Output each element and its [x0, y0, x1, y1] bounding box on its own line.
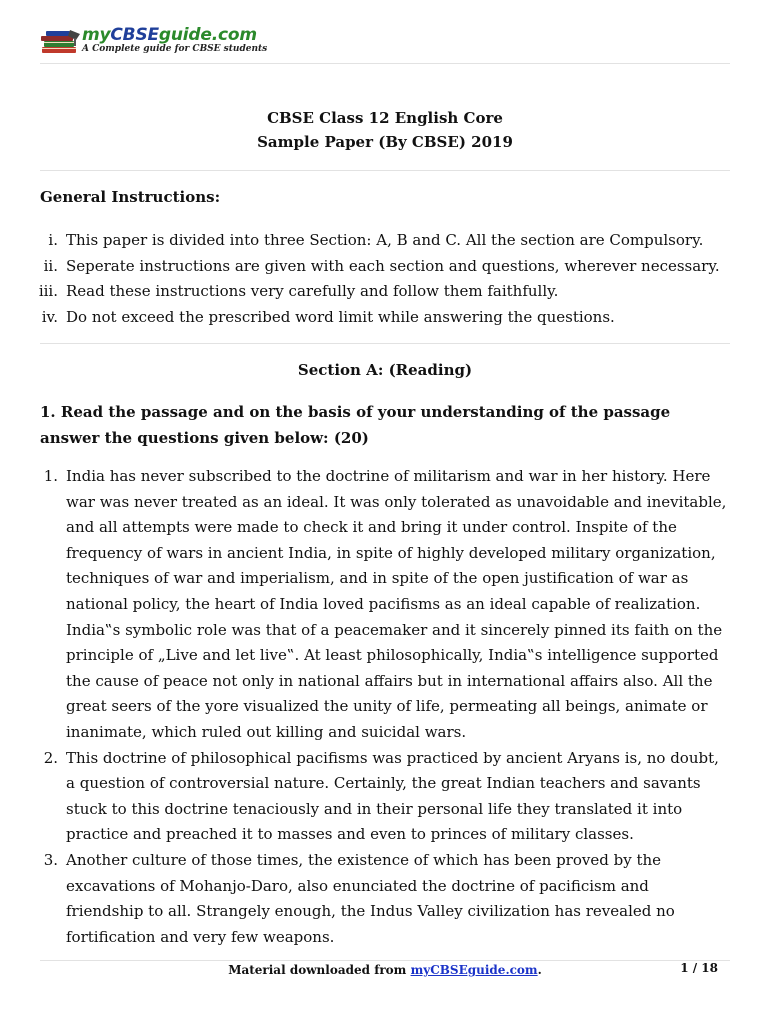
list-item: i. This paper is divided into three Section: A, B and C. All the section are Compulsory.: [48, 231, 704, 249]
footer-divider: [40, 960, 730, 961]
passage-paragraph: 1. India has never subscribed to the doctrine of militarism and war in her history. Here war was never treated as an ideal. It was only tolerated as unavoidable and inevitable, and all attempts were made to check it and bring it under control. Inspite of the frequency of wars in ancient India, in spite of highly developed military organization, techniques of war and imperialism, and in spite of the open justification of war as national policy, the heart of India loved pacifisms as an ideal capable of realization. India‟s symbolic role was that of a peacemaker and it sincerely pinned its faith on the principle of „Live and let live‟. At least philosophically, India‟s intelligence supported the cause of peace not only in national affairs but in international affairs also. All the great seers of the yore visualized the unity of life, permeating all beings, animate or inanimate, which ruled out killing and suicidal wars.: [43, 467, 727, 741]
page-number: 1 / 18: [680, 961, 718, 975]
title-divider: [40, 170, 730, 171]
question-prompt: 1. Read the passage and on the basis of your understanding of the passage answer the questions given below: (20): [40, 403, 671, 447]
paper-title: CBSE Class 12 English Core: [267, 109, 503, 127]
section-heading: Section A: (Reading): [297, 361, 473, 379]
instructions-list: [0, 228, 730, 330]
instructions-divider: [40, 343, 730, 344]
books-logo-icon: [40, 28, 82, 56]
instructions-heading: General Instructions:: [40, 188, 221, 206]
paper-subtitle: Sample Paper (By CBSE) 2019: [257, 133, 513, 151]
page-footer: [40, 963, 730, 983]
passage-paragraph: 2. This doctrine of philosophical pacifisms was practiced by ancient Aryans is, no doubt, a question of controversial nature. Certainly, the great Indian teachers and savants stuck to this doctrine tenaciously and in their personal life they translated it into practice and preached it to masses and even to princes of military classes.: [43, 748, 719, 844]
passage-list: [0, 464, 730, 950]
site-link[interactable]: myCBSEguide.com: [410, 963, 538, 977]
logo-tagline: A Complete guide for CBSE students: [82, 44, 268, 54]
logo-name: myCBSEguide.com: [82, 25, 257, 45]
passage-paragraph: 3. Another culture of those times, the existence of which has been proved by the excavations of Mohanjo-Daro, also enunciated the doctrine of pacificism and friendship to all. Strangely enough, the Indus Valley civilization has revealed no fortification and very few weapons.: [43, 850, 675, 946]
list-item: ii. Seperate instructions are given with each section and questions, wherever necessary.: [43, 256, 720, 275]
header-divider: [40, 63, 730, 64]
list-item: iv. Do not exceed the prescribed word limit while answering the questions.: [41, 307, 615, 326]
page-header: [40, 24, 730, 64]
list-item: iii. Read these instructions very carefully and follow them faithfully.: [38, 282, 559, 300]
footer-text: Material downloaded from myCBSEguide.com.: [228, 963, 542, 977]
